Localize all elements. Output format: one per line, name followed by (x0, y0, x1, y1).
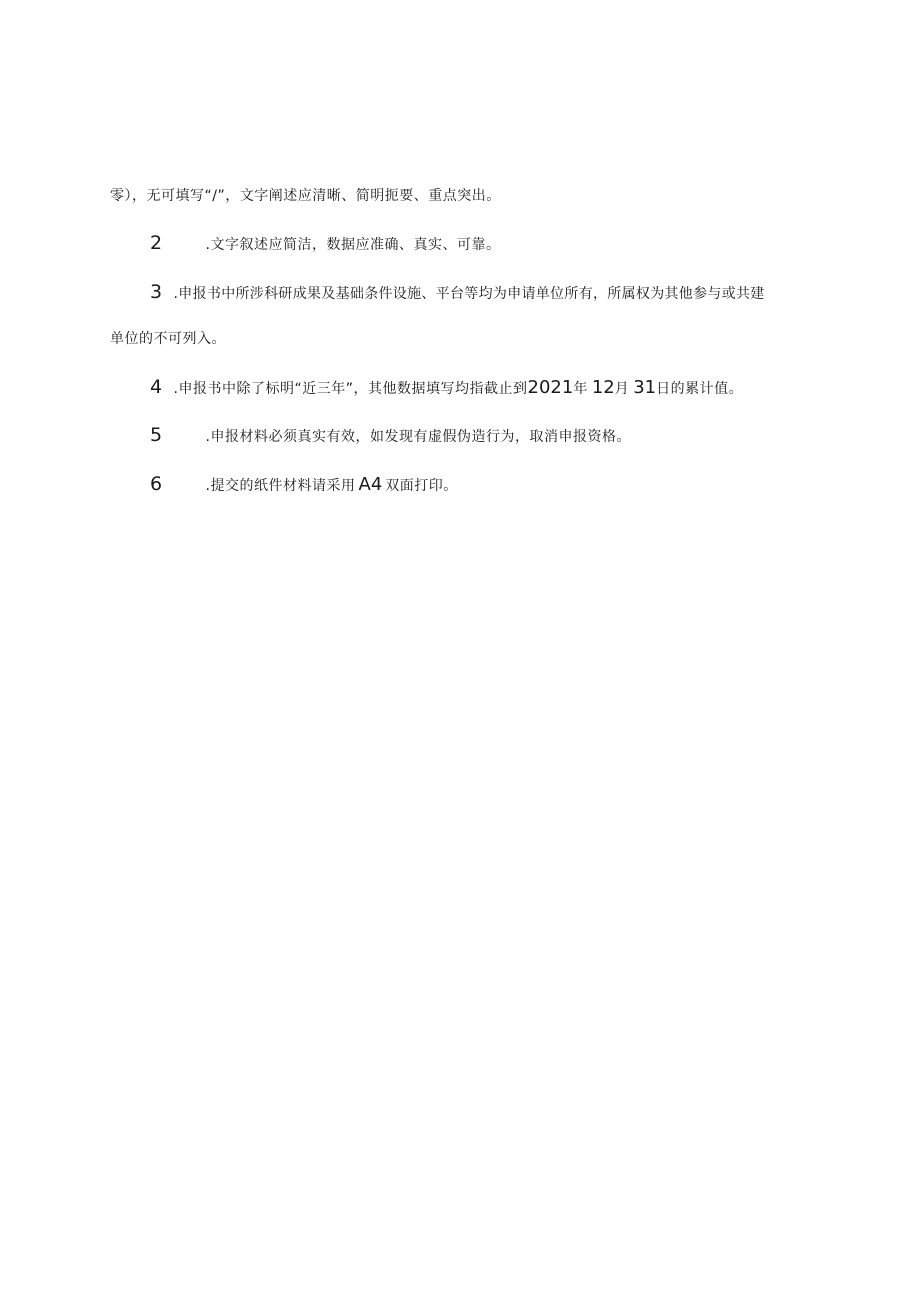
item-text-part: 双面打印。 (385, 478, 458, 494)
item-text-continuation: 单位的不可列入。 (110, 331, 226, 347)
date-month: 12 (591, 377, 615, 398)
item-text-part: .申报书中除了标明“近三年”，其他数据填写均指截止到 (173, 381, 528, 397)
item-text-part: .提交的纸件材料请采用 (205, 478, 356, 494)
list-item-6 (150, 474, 458, 496)
continuation-line (110, 186, 501, 206)
item-text: .申报书中所涉科研成果及基础条件设施、平台等均为申请单位所有，所属权为其他参与或共建 (173, 286, 765, 302)
list-item-2 (150, 233, 501, 255)
item-text: .文字叙述应简洁，数据应准确、真实、可靠。 (205, 237, 501, 253)
list-item-3 (150, 282, 765, 304)
paper-size: A4 (358, 474, 383, 495)
item-number: 6 (150, 473, 163, 495)
list-item-4 (150, 377, 743, 399)
list-item-3-continuation (110, 329, 226, 349)
item-number: 5 (150, 424, 163, 446)
item-number: 4 (150, 376, 163, 398)
date-year: 2021 (527, 377, 574, 398)
list-item-5 (150, 425, 631, 447)
item-number: 2 (150, 232, 163, 254)
date-day: 31 (633, 377, 657, 398)
item-text (206, 475, 458, 496)
date-day-unit: 日的累计值。 (656, 381, 744, 397)
item-text: .申报材料必须真实有效，如发现有虚假伪造行为，取消申报资格。 (205, 429, 631, 445)
date-month-unit: 月 (614, 381, 630, 397)
item-text (174, 378, 744, 399)
continuation-text: 零），无可填写“/”，文字阐述应清晰、简明扼要、重点突出。 (110, 188, 501, 204)
date-year-unit: 年 (573, 381, 588, 397)
item-number: 3 (150, 281, 163, 303)
